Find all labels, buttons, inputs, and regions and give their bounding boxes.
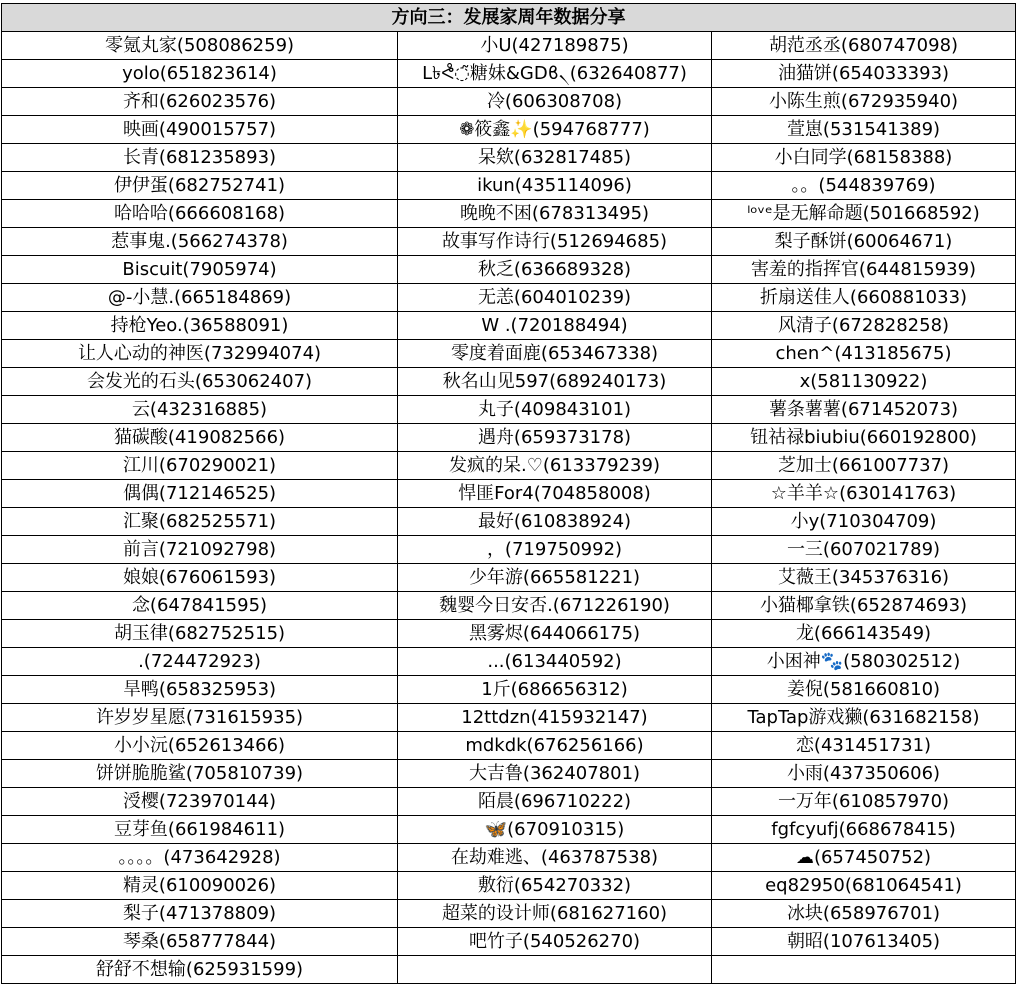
table-cell-col1: 伊伊蛋(682752741) [2, 172, 398, 200]
table-cell-col3: 一万年(610857970) [712, 788, 1016, 816]
table-row [2, 480, 1016, 508]
table-cell-col3: 恋(431451731) [712, 732, 1016, 760]
table-row [2, 116, 1016, 144]
table-cell-col1: 饼饼脆脆鲨(705810739) [2, 760, 398, 788]
table-cell-col3: chen^(413185675) [712, 340, 1016, 368]
table-cell-col3: 芝加士(661007737) [712, 452, 1016, 480]
table-cell-col1: 梨子(471378809) [2, 900, 398, 928]
title-row [2, 4, 1016, 32]
table-cell-col2: 最好(610838924) [398, 508, 712, 536]
table-cell-col2: 秋名山见597(689240173) [398, 368, 712, 396]
table-cell-col1: 惹事鬼.(566274378) [2, 228, 398, 256]
table-row [2, 312, 1016, 340]
table-cell-col1: 琴桑(658777844) [2, 928, 398, 956]
table-cell-col3: 小陈生煎(672935940) [712, 88, 1016, 116]
table-cell-col3: eq82950(681064541) [712, 872, 1016, 900]
table-cell-col3: 艾薇王(345376316) [712, 564, 1016, 592]
table-row [2, 228, 1016, 256]
table-cell-col2: 小U(427189875) [398, 32, 712, 60]
table-cell-col3: TapTap游戏獭(631682158) [712, 704, 1016, 732]
table-cell-col3 [712, 956, 1016, 984]
table-cell-col2: 悍匪For4(704858008) [398, 480, 712, 508]
table-cell-col2: ，(719750992) [398, 536, 712, 564]
table-cell-col3: 小雨(437350606) [712, 760, 1016, 788]
table-cell-col3: ☁(657450752) [712, 844, 1016, 872]
table-cell-col3: 梨子酥饼(60064671) [712, 228, 1016, 256]
table-row [2, 396, 1016, 424]
table-cell-col3: 小猫椰拿铁(652874693) [712, 592, 1016, 620]
table-cell-col3: 龙(666143549) [712, 620, 1016, 648]
table-cell-col2: 魏婴今日安否.(671226190) [398, 592, 712, 620]
table-cell-col1: 长青(681235893) [2, 144, 398, 172]
table-cell-col1: 持枪Yeo.(36588091) [2, 312, 398, 340]
table-cell-col2: ❁筱鑫✨(594768777) [398, 116, 712, 144]
table-row [2, 60, 1016, 88]
table-row [2, 956, 1016, 984]
table-cell-col1: 旱鸭(658325953) [2, 676, 398, 704]
table-cell-col1: 会发光的石头(653062407) [2, 368, 398, 396]
table-cell-col2: ikun(435114096) [398, 172, 712, 200]
table-cell-col3: 风清子(672828258) [712, 312, 1016, 340]
table-row [2, 536, 1016, 564]
table-cell-col1: 哈哈哈(666608168) [2, 200, 398, 228]
table-cell-col2: 秋乏(636689328) [398, 256, 712, 284]
table-cell-col1: 精灵(610090026) [2, 872, 398, 900]
table-cell-col3: ˡᵒᵛᵉ是无解命题(501668592) [712, 200, 1016, 228]
table-row [2, 368, 1016, 396]
table-cell-col3: 折扇送佳人(660881033) [712, 284, 1016, 312]
table-row [2, 452, 1016, 480]
table-cell-col3: 油猫饼(654033393) [712, 60, 1016, 88]
table-cell-col2: 大吉鲁(362407801) [398, 760, 712, 788]
table-cell-col3: 胡范丞丞(680747098) [712, 32, 1016, 60]
table-cell-col3: 萱崽(531541389) [712, 116, 1016, 144]
table-row [2, 592, 1016, 620]
table-cell-col1: 猫碳酸(419082566) [2, 424, 398, 452]
table-cell-col1: 念(647841595) [2, 592, 398, 620]
table-cell-col1: .(724472923) [2, 648, 398, 676]
data-table [1, 3, 1016, 984]
table-row [2, 172, 1016, 200]
table-row [2, 676, 1016, 704]
table-cell-col2: 1斤(686656312) [398, 676, 712, 704]
table-cell-col1: Biscuit(7905974) [2, 256, 398, 284]
table-cell-col2: 零度着面鹿(653467338) [398, 340, 712, 368]
table-row [2, 928, 1016, 956]
table-cell-col1: 。。。。(473642928) [2, 844, 398, 872]
table-row [2, 872, 1016, 900]
table-cell-col1: 豆芽鱼(661984611) [2, 816, 398, 844]
table-cell-col3: fgfcyufj(668678415) [712, 816, 1016, 844]
table-title: 方向三：发展家周年数据分享 [2, 4, 1016, 32]
table-cell-col3: 。。(544839769) [712, 172, 1016, 200]
table-cell-col3: 薯条薯薯(671452073) [712, 396, 1016, 424]
table-row [2, 32, 1016, 60]
table-cell-col1: 映画(490015757) [2, 116, 398, 144]
table-cell-col1: yolo(651823614) [2, 60, 398, 88]
table-cell-col2: 超菜的设计师(681627160) [398, 900, 712, 928]
table-cell-col3: ☆羊羊☆(630141763) [712, 480, 1016, 508]
table-cell-col3: 钮祜禄biubiu(660192800) [712, 424, 1016, 452]
table-cell-col2: 丸子(409843101) [398, 396, 712, 424]
table-cell-col1: 涭樱(723970144) [2, 788, 398, 816]
table-cell-col3: 一三(607021789) [712, 536, 1016, 564]
table-cell-col2: ...(613440592) [398, 648, 712, 676]
table-cell-col2: 12ttdzn(415932147) [398, 704, 712, 732]
table-cell-col2: mdkdk(676256166) [398, 732, 712, 760]
table-cell-col3: x(581130922) [712, 368, 1016, 396]
table-cell-col2: 少年游(665581221) [398, 564, 712, 592]
table-cell-col1: 云(432316885) [2, 396, 398, 424]
table-row [2, 844, 1016, 872]
table-row [2, 816, 1016, 844]
table-row [2, 732, 1016, 760]
table-cell-col1: 胡玉律(682752515) [2, 620, 398, 648]
table-row [2, 424, 1016, 452]
table-cell-col1: 齐和(626023576) [2, 88, 398, 116]
table-cell-col1: @-小慧.(665184869) [2, 284, 398, 312]
table-cell-col2: 冷(606308708) [398, 88, 712, 116]
table-cell-col3: 姜倪(581660810) [712, 676, 1016, 704]
table-cell-col3: 小y(710304709) [712, 508, 1016, 536]
table-cell-col1: 江川(670290021) [2, 452, 398, 480]
table-row [2, 648, 1016, 676]
table-cell-col2 [398, 956, 712, 984]
table-cell-col1: 前言(721092798) [2, 536, 398, 564]
table-cell-col1: 小小沅(652613466) [2, 732, 398, 760]
table-cell-col2: 发疯的呆.♡(613379239) [398, 452, 712, 480]
table-cell-col3: 小白同学(68158388) [712, 144, 1016, 172]
table-row [2, 88, 1016, 116]
table-row [2, 760, 1016, 788]
table-cell-col2: 遇舟(659373178) [398, 424, 712, 452]
table-cell-col1: 零氪丸家(508086259) [2, 32, 398, 60]
table-cell-col2: L৳ᕙ̊◌͂糖妹&GDϐ৲(632640877) [398, 60, 712, 88]
table-cell-col2: 黑雾烬(644066175) [398, 620, 712, 648]
table-cell-col2: W .(720188494) [398, 312, 712, 340]
table-cell-col2: 呆欸(632817485) [398, 144, 712, 172]
table-row [2, 900, 1016, 928]
table-cell-col3: 朝昭(107613405) [712, 928, 1016, 956]
table-cell-col1: 偶偶(712146525) [2, 480, 398, 508]
table-row [2, 508, 1016, 536]
table-cell-col2: 在劫难逃、(463787538) [398, 844, 712, 872]
table-cell-col1: 舒舒不想输(625931599) [2, 956, 398, 984]
table-cell-col1: 许岁岁星愿(731615935) [2, 704, 398, 732]
table-cell-col2: 吧竹子(540526270) [398, 928, 712, 956]
table-cell-col2: 敷衍(654270332) [398, 872, 712, 900]
table-cell-col2: 陌晨(696710222) [398, 788, 712, 816]
table-cell-col2: 无恙(604010239) [398, 284, 712, 312]
table-cell-col3: 冰块(658976701) [712, 900, 1016, 928]
table-cell-col1: 让人心动的神医(732994074) [2, 340, 398, 368]
table-row [2, 704, 1016, 732]
table-cell-col3: 小困神🐾(580302512) [712, 648, 1016, 676]
table-row [2, 200, 1016, 228]
table-row [2, 564, 1016, 592]
table-row [2, 788, 1016, 816]
table-row [2, 340, 1016, 368]
table-cell-col2: 🦋(670910315) [398, 816, 712, 844]
table-cell-col2: 故事写作诗行(512694685) [398, 228, 712, 256]
table-cell-col1: 娘娘(676061593) [2, 564, 398, 592]
table-row [2, 284, 1016, 312]
table-row [2, 620, 1016, 648]
table-row [2, 256, 1016, 284]
table-cell-col1: 汇聚(682525571) [2, 508, 398, 536]
table-row [2, 144, 1016, 172]
table-cell-col3: 害羞的指挥官(644815939) [712, 256, 1016, 284]
table-cell-col2: 晚晚不困(678313495) [398, 200, 712, 228]
